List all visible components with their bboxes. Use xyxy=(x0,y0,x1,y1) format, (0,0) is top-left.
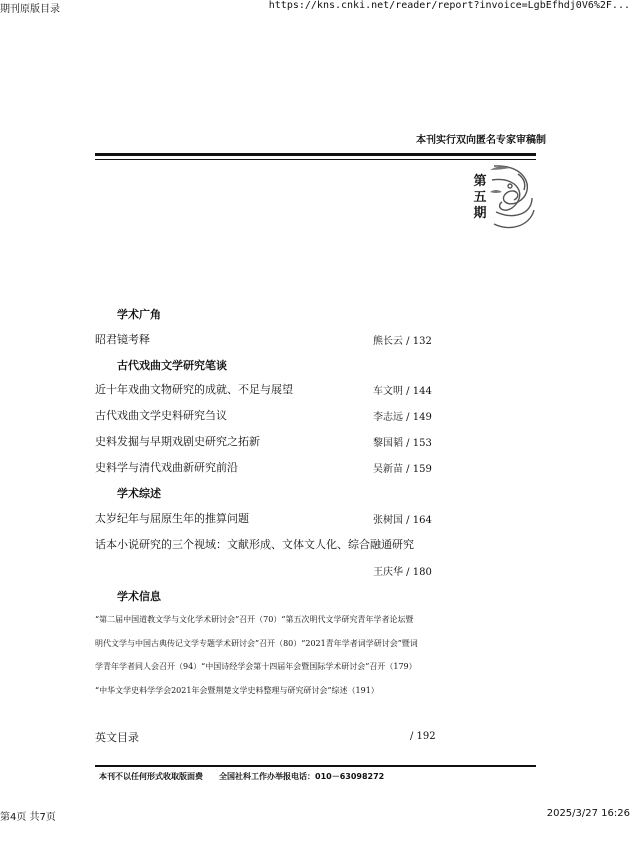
toc-entry-author: 熊长云 / 132 xyxy=(373,336,432,347)
toc-entry-title: 昭君镜考释 xyxy=(95,333,150,346)
section-heading: 学术综述 xyxy=(117,487,161,500)
journal-emblem-icon xyxy=(488,162,536,234)
info-line: 明代文学与中国古典传记文学专题学术研讨会”召开（80）“2021青年学者词学研讨会”暨词 xyxy=(95,639,418,648)
toc-entry-author: 黎国韬 / 153 xyxy=(373,438,432,449)
review-note: 本刊实行双向匿名专家审稿制 xyxy=(416,135,546,146)
issue-label: 第五期 xyxy=(473,174,487,221)
section-heading: 古代戏曲文学研究笔谈 xyxy=(117,359,227,372)
toc-entry-author: 李志远 / 149 xyxy=(373,412,432,423)
browser-page-title: 期刊原版目录 xyxy=(0,4,60,15)
toc-entry-title: 英文目录 xyxy=(95,731,139,744)
toc-entry-title: 史料学与清代戏曲新研究前沿 xyxy=(95,461,238,474)
toc-entry-title: 古代戏曲文学史料研究刍议 xyxy=(95,409,227,422)
toc-entry-author: / 192 xyxy=(410,731,436,742)
info-line: 学青年学者同人会召开（94）“中国诗经学会第十四届年会暨国际学术研讨会”召开（179） xyxy=(95,662,417,671)
info-line: “中华文学史料学学会2021年会暨荆楚文学史料整理与研究研讨会”综述（191） xyxy=(95,686,379,695)
toc-entry-title: 话本小说研究的三个视域：文献形成、文体文人化、综合融通研究 xyxy=(95,538,414,551)
toc-entry-title: 史料发掘与早期戏剧史研究之拓新 xyxy=(95,435,260,448)
toc-entry-author: 王庆华 / 180 xyxy=(373,567,432,578)
browser-url[interactable]: https://kns.cnki.net/reader/report?invoice=LgbEfhdj0V6%2F... xyxy=(268,0,630,11)
section-heading: 学术广角 xyxy=(117,308,161,321)
browser-page-count: 第4页 共7页 xyxy=(0,812,56,823)
toc-entry-author: 吴新苗 / 159 xyxy=(373,464,432,475)
toc-entry-author: 张树国 / 164 xyxy=(373,515,432,526)
toc-entry-title: 近十年戏曲文物研究的成就、不足与展望 xyxy=(95,383,293,396)
footer-notice: 本刊不以任何形式收取版面费 全国社科工作办举报电话：010－63098272 xyxy=(99,772,385,781)
toc-entry-title: 太岁纪年与屈原生年的推算问题 xyxy=(95,512,249,525)
header-rule-thin xyxy=(95,159,536,160)
toc-entry-author: 车文明 / 144 xyxy=(373,386,432,397)
browser-timestamp: 2025/3/27 16:26 xyxy=(546,808,630,819)
info-line: “第二届中国道教文学与文化学术研讨会”召开（70）“第五次明代文学研究青年学者论坛暨 xyxy=(95,615,414,624)
header-rule-thick xyxy=(95,153,536,156)
section-heading: 学术信息 xyxy=(117,590,161,603)
footer-rule xyxy=(95,765,536,767)
